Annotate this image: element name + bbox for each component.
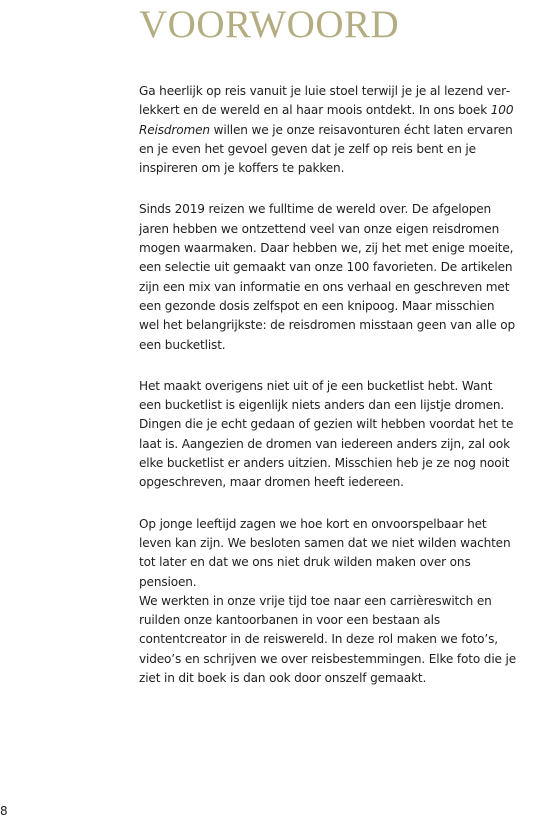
paragraph-intro bbox=[139, 82, 517, 178]
page-number: 8 bbox=[0, 804, 8, 818]
page-title: VOORWOORD bbox=[139, 3, 400, 46]
paragraph-bucketlist: Het maakt overigens niet uit of je een bucketlist hebt. Want een bucketlist is eigenlijk niets anders dan een lijstje dromen. Dingen die je echt gedaan of gezien wilt hebben voordat het te laat is. Aangezien de dromen van iedereen anders zijn, zal ook elke bucketlist er anders uitzien. Misschien heb je ze nog nooit opgeschreven, maar dromen heeft iedereen. bbox=[139, 378, 514, 490]
book-title: 100 Reisdromen bbox=[139, 103, 514, 137]
foreword-body bbox=[139, 82, 517, 710]
paragraph-young-age-second: We werkten in onze vrije tijd toe naar een carrièreswitch en ruilden onze kantoorbanen in voor een bestaan als contentcreator in de reiswereld. In deze rol maken we foto’s, video’s en schrijven we over reisbestemmingen. Elke foto die je ziet in dit boek is dan ook door onszelf gemaakt. bbox=[139, 593, 517, 686]
paragraph-intro-end: willen we je onze reisavonturen écht laten ervaren en je even het gevoel geven dat je zelf op reis bent en je inspireren om je koffers te pakken. bbox=[139, 122, 513, 176]
paragraph-young-age-first: Op jonge leeftijd zagen we hoe kort en onvoorspelbaar het leven kan zijn. We besloten samen dat we niet wilden wachten tot later en dat we ons niet druk wilden maken over ons pensioen. bbox=[139, 516, 511, 589]
paragraph-intro-start: Ga heerlijk op reis vanuit je luie stoel terwijl je je al lezend verlekkert en de wereld en al haar moois ontdekt. In ons boek bbox=[139, 84, 511, 118]
paragraph-young-age bbox=[139, 515, 517, 689]
paragraph-since-2019: Sinds 2019 reizen we fulltime de wereld over. De afgelopen jaren hebben we ontzettend veel van onze eigen reisdromen mogen waarmaken. Daar hebben we, zij het met enige moeite, een selectie uit gemaakt van onze 100 favorieten. De artikelen zijn een mix van informatie en ons verhaal en geschreven met een gezonde dosis zelfspot en een knipoog. Maar misschien wel het belangrijkste: de reisdromen misstaan geen van alle op een bucketlist. bbox=[139, 202, 515, 352]
